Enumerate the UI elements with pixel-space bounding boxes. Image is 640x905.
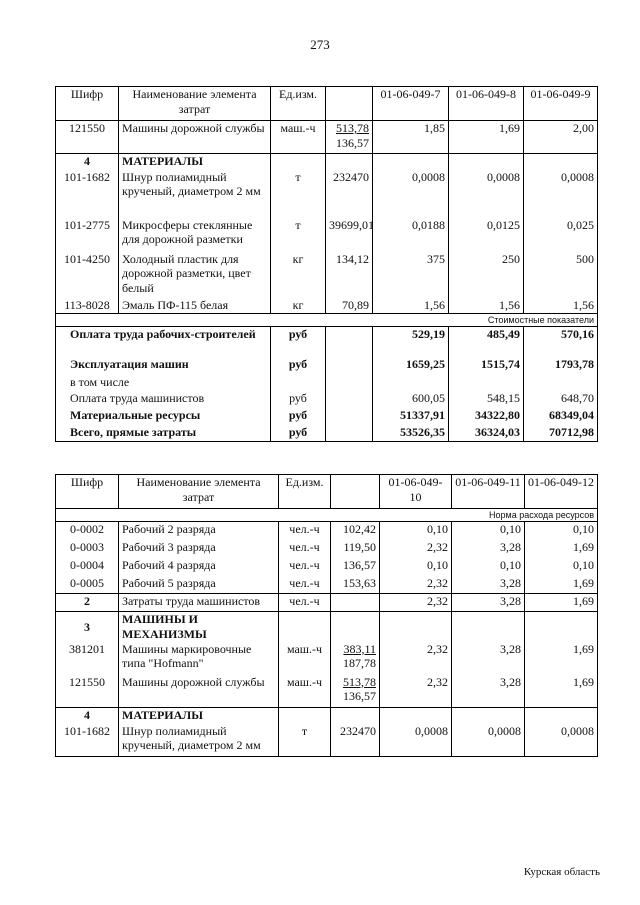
cost-v2: 34322,80 (449, 408, 524, 425)
row-price: 70,89 (326, 298, 373, 314)
price-top: 383,11 (343, 641, 376, 656)
table-row (56, 218, 598, 252)
row-v2: 1,69 (449, 121, 524, 154)
row-v3: 1,56 (524, 298, 598, 314)
row-v2: 3,28 (452, 594, 525, 612)
header-name: Наименование элемента затрат (119, 475, 279, 509)
row-unit: маш.-ч (279, 675, 331, 708)
table-row (56, 594, 598, 612)
row-v3: 0,0008 (524, 170, 598, 218)
table-row (56, 642, 598, 675)
cost-v3: 70712,98 (524, 425, 598, 442)
header-col3: 01-06-049-12 (525, 475, 598, 509)
header-price (326, 87, 373, 121)
price-bottom: 136,57 (343, 689, 376, 703)
row-v1: 1,56 (373, 298, 449, 314)
row-unit: чел.-ч (279, 594, 331, 612)
row-v3: 0,025 (524, 218, 598, 252)
row-unit: чел.-ч (279, 576, 331, 594)
row-v3: 0,10 (525, 558, 598, 576)
row-code: 101-2775 (56, 218, 119, 252)
section-title: МАТЕРИАЛЫ (119, 154, 271, 170)
row-unit: кг (271, 298, 326, 314)
row-v1: 375 (373, 252, 449, 298)
row-price: 153,63 (331, 576, 380, 594)
row-name: Рабочий 4 разряда (119, 558, 279, 576)
row-code: 113-8028 (56, 298, 119, 314)
table-row (56, 576, 598, 594)
row-v2: 250 (449, 252, 524, 298)
row-price: 232470 (331, 724, 380, 757)
row-code: 0-0002 (56, 522, 119, 540)
row-unit: кг (271, 252, 326, 298)
row-name: Шнур полиамидный крученый, диаметром 2 мм (119, 724, 279, 757)
cost-unit: руб (271, 327, 326, 357)
row-name: Рабочий 5 разряда (119, 576, 279, 594)
row-name: Микросферы стеклянные для дорожной разметки (119, 218, 271, 252)
row-unit: чел.-ч (279, 558, 331, 576)
row-v1: 0,0188 (373, 218, 449, 252)
cost-row (56, 425, 598, 442)
row-v3: 0,0008 (525, 724, 598, 757)
resource-table-2 (55, 474, 598, 757)
cost-unit: руб (271, 357, 326, 375)
cost-unit: руб (271, 425, 326, 442)
row-price: 136,57 (331, 558, 380, 576)
row-price: 39699,01 (326, 218, 373, 252)
header-code: Шифр (56, 87, 119, 121)
header-unit: Ед.изм. (279, 475, 331, 509)
row-v2: 0,10 (452, 558, 525, 576)
row-v1: 2,32 (380, 540, 452, 558)
row-v1: 2,32 (380, 576, 452, 594)
row-code: 101-1682 (56, 724, 119, 757)
row-v3: 500 (524, 252, 598, 298)
row-v1: 0,0008 (373, 170, 449, 218)
header-col2: 01-06-049-8 (449, 87, 524, 121)
row-price: 102,42 (331, 522, 380, 540)
row-code: 121550 (56, 121, 119, 154)
row-unit: чел.-ч (279, 540, 331, 558)
header-code: Шифр (56, 475, 119, 509)
row-name: Эмаль ПФ-115 белая (119, 298, 271, 314)
row-name: Шнур полиамидный крученый, диаметром 2 мм (119, 170, 271, 218)
cost-name: Материальные ресурсы (56, 408, 271, 425)
table-row (56, 522, 598, 540)
resource-table-1 (55, 86, 598, 442)
cost-name: Эксплуатация машин (56, 357, 271, 375)
norm-label: Норма расхода ресурсов (56, 509, 598, 522)
row-code: 0-0004 (56, 558, 119, 576)
table-row (56, 675, 598, 708)
row-v3: 2,00 (524, 121, 598, 154)
row-unit: чел.-ч (279, 522, 331, 540)
cost-name: Всего, прямые затраты (56, 425, 271, 442)
row-v2: 3,28 (452, 642, 525, 675)
row-code: 0-0003 (56, 540, 119, 558)
row-v1: 0,10 (380, 558, 452, 576)
header-col1: 01-06-049-7 (373, 87, 449, 121)
cost-name: в том числе (56, 375, 271, 391)
cost-v2: 548,15 (449, 391, 524, 408)
header-name: Наименование элемента затрат (119, 87, 271, 121)
cost-v2: 36324,03 (449, 425, 524, 442)
cost-v1: 51337,91 (373, 408, 449, 425)
row-v2: 0,0125 (449, 218, 524, 252)
row-v1: 2,32 (380, 675, 452, 708)
row-v3: 1,69 (525, 576, 598, 594)
row-unit: маш.-ч (271, 121, 326, 154)
row-v2: 1,56 (449, 298, 524, 314)
row-v2: 3,28 (452, 540, 525, 558)
row-v1: 0,10 (380, 522, 452, 540)
header-price (331, 475, 380, 509)
table-row (56, 298, 598, 314)
header-col1: 01-06-049-10 (380, 475, 452, 509)
cost-indicators-label: Стоимостные показатели (56, 314, 598, 327)
table-row (56, 724, 598, 757)
table-row (56, 121, 598, 154)
row-v3: 1,69 (525, 675, 598, 708)
row-unit: т (279, 724, 331, 757)
row-v3: 1,69 (525, 642, 598, 675)
price-top: 513,78 (336, 121, 369, 135)
cost-v1: 53526,35 (373, 425, 449, 442)
cost-name: Оплата труда машинистов (56, 391, 271, 408)
cost-row (56, 357, 598, 375)
section-number: 4 (56, 154, 119, 170)
row-v3: 1,69 (525, 594, 598, 612)
cost-v3: 570,16 (524, 327, 598, 357)
row-v2: 0,10 (452, 522, 525, 540)
row-v2: 0,0008 (449, 170, 524, 218)
row-v1: 0,0008 (380, 724, 452, 757)
row-name: Затраты труда машинистов (119, 594, 279, 612)
table-row (56, 170, 598, 218)
section-title: МАШИНЫ И МЕХАНИЗМЫ (119, 612, 279, 642)
row-v3: 0,10 (525, 522, 598, 540)
row-name: Машины дорожной службы (119, 675, 279, 708)
header-col2: 01-06-049-11 (452, 475, 525, 509)
row-name: Рабочий 2 разряда (119, 522, 279, 540)
row-v2: 0,0008 (452, 724, 525, 757)
row-name: Машины маркировочные типа "Hofmann" (119, 642, 279, 675)
row-code: 2 (56, 594, 119, 612)
row-unit: т (271, 218, 326, 252)
row-code: 101-1682 (56, 170, 119, 218)
row-v3: 1,69 (525, 540, 598, 558)
cost-v3: 1793,78 (524, 357, 598, 375)
row-unit: т (271, 170, 326, 218)
row-code: 101-4250 (56, 252, 119, 298)
cost-row (56, 408, 598, 425)
row-code: 121550 (56, 675, 119, 708)
section-title: МАТЕРИАЛЫ (119, 708, 279, 724)
cost-row (56, 375, 598, 391)
table-row (56, 540, 598, 558)
row-price: 134,12 (326, 252, 373, 298)
cost-v1: 1659,25 (373, 357, 449, 375)
cost-row (56, 391, 598, 408)
cost-unit: руб (271, 391, 326, 408)
section-number: 3 (56, 612, 119, 642)
cost-v3: 648,70 (524, 391, 598, 408)
cost-row (56, 327, 598, 357)
page-number: 273 (310, 37, 330, 52)
cost-v3: 68349,04 (524, 408, 598, 425)
cost-v2: 485,49 (449, 327, 524, 357)
row-code: 0-0005 (56, 576, 119, 594)
row-unit: маш.-ч (279, 642, 331, 675)
header-unit: Ед.изм. (271, 87, 326, 121)
header-col3: 01-06-049-9 (524, 87, 598, 121)
row-v2: 3,28 (452, 576, 525, 594)
cost-unit: руб (271, 408, 326, 425)
cost-v1: 529,19 (373, 327, 449, 357)
section-number: 4 (56, 708, 119, 724)
row-v1: 1,85 (373, 121, 449, 154)
row-v1: 2,32 (380, 594, 452, 612)
price-top: 513,78 (343, 674, 376, 689)
price-bottom: 187,78 (343, 656, 376, 670)
row-name: Холодный пластик для дорожной разметки, цвет белый (119, 252, 271, 298)
cost-v1: 600,05 (373, 391, 449, 408)
cost-name: Оплата труда рабочих-строителей (56, 327, 271, 357)
row-code: 381201 (56, 642, 119, 675)
region-footer: Курская область (523, 866, 600, 878)
row-name: Машины дорожной службы (119, 121, 271, 154)
table-row (56, 558, 598, 576)
row-v2: 3,28 (452, 675, 525, 708)
row-price: 119,50 (331, 540, 380, 558)
table-row (56, 252, 598, 298)
row-price: 232470 (326, 170, 373, 218)
cost-v2: 1515,74 (449, 357, 524, 375)
row-v1: 2,32 (380, 642, 452, 675)
row-name: Рабочий 3 разряда (119, 540, 279, 558)
price-bottom: 136,57 (336, 135, 369, 150)
